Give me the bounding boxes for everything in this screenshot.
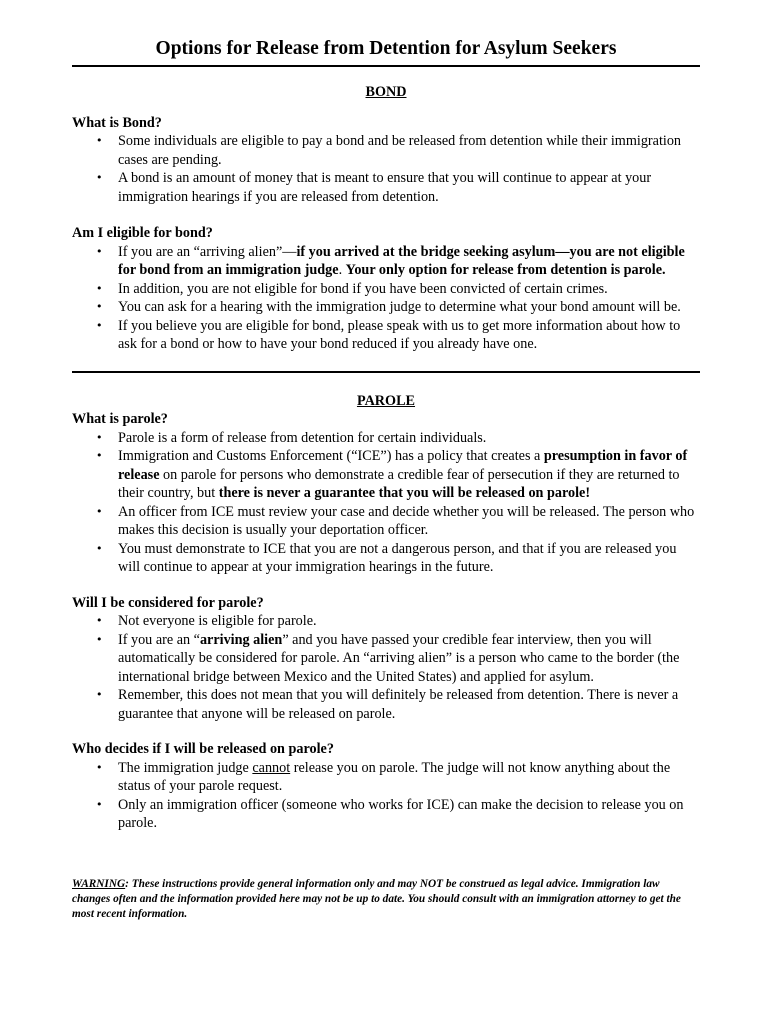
list-item: [72, 631, 700, 687]
emphasis: there is never a guarantee that you will be released on parole!: [218, 485, 591, 501]
parole-decider-list: [72, 759, 700, 833]
bond-heading: BOND: [365, 84, 407, 100]
list-item: • Remember, this does not mean that you will definitely be released from detention. There is never a guarantee that anyone will be released on parole.: [72, 686, 700, 723]
question-bond-eligibility: Am I eligible for bond?: [72, 225, 213, 241]
text-run: on parole for persons who demonstrate a credible fear of persecution if they are returned to their country, but: [118, 466, 680, 501]
text-run: release you on parole. The judge will not know anything about the status of your parole request.: [118, 759, 671, 794]
text-run: If you are an “arriving alien”—: [118, 243, 297, 260]
bond-definition-list: [72, 132, 700, 206]
question-what-is-bond: What is Bond?: [72, 114, 162, 131]
warning-label: WARNING: [72, 877, 126, 890]
text-run: The immigration judge: [118, 759, 253, 776]
text-run: Immigration and Customs Enforcement (“ICE”) has a policy that creates a: [118, 448, 544, 464]
document: [72, 36, 700, 922]
list-item: • Parole is a form of release from detention for certain individuals.: [72, 429, 700, 448]
list-item: [72, 447, 700, 503]
question-parole-consideration: Will I be considered for parole?: [72, 594, 264, 611]
list-item: • A bond is an amount of money that is meant to ensure that you will continue to appear at your immigration hearings if you are released from detention.: [72, 169, 700, 206]
list-item: • An officer from ICE must review your case and decide whether you will be released. The person who makes this decision is usually your deportation officer.: [72, 503, 700, 540]
warning-text: : These instructions provide general information only and may NOT be construed as legal advice. Immigration law changes often and the information provided here may not be up to date. You should consult with an immigration attorney to get the most recent information.: [72, 877, 681, 920]
page-title: Options for Release from Detention for Asylum Seekers: [155, 38, 617, 59]
question-parole-decider: Who decides if I will be released on parole?: [72, 741, 334, 757]
list-item: • You must demonstrate to ICE that you are not a dangerous person, and that if you are released you will continue to appear at your immigration hearings in the future.: [72, 540, 700, 577]
list-item: • Not everyone is eligible for parole.: [72, 612, 700, 631]
list-item: • In addition, you are not eligible for bond if you have been convicted of certain crimes.: [72, 280, 700, 299]
emphasis: Your only option for release from detention is parole.: [345, 262, 666, 278]
question-what-is-parole: What is parole?: [72, 411, 168, 427]
list-item: [72, 759, 700, 796]
emphasis: presumption in favor of release: [118, 448, 688, 483]
list-item: [72, 243, 700, 280]
warning-notice: [72, 877, 700, 922]
list-item: • You can ask for a hearing with the immigration judge to determine what your bond amount will be.: [72, 298, 700, 317]
list-item: • If you believe you are eligible for bond, please speak with us to get more information about how to ask for a bond or how to have your bond reduced if you already have one.: [72, 317, 700, 354]
emphasis: if you arrived at the bridge seeking asylum—you are not eligible for bond from an immigration judge: [118, 243, 685, 278]
emphasis: arriving alien: [199, 631, 283, 648]
parole-consideration-list: [72, 612, 700, 723]
underlined-word: cannot: [252, 759, 291, 776]
parole-heading: PAROLE: [356, 392, 416, 409]
list-item: • Some individuals are eligible to pay a bond and be released from detention while their immigration cases are pending.: [72, 132, 700, 169]
text-run: .: [338, 262, 346, 278]
text-run: If you are an “: [118, 631, 200, 648]
list-item: • Only an immigration officer (someone who works for ICE) can make the decision to release you on parole.: [72, 796, 700, 833]
bond-eligibility-list: [72, 243, 700, 354]
text-run: ” and you have passed your credible fear interview, then you will automatically be considered for parole. An “arriving alien” is a person who came to the border (the international bridge between Mexico and the United States) and applied for asylum.: [118, 631, 680, 685]
parole-definition-list: [72, 429, 700, 577]
